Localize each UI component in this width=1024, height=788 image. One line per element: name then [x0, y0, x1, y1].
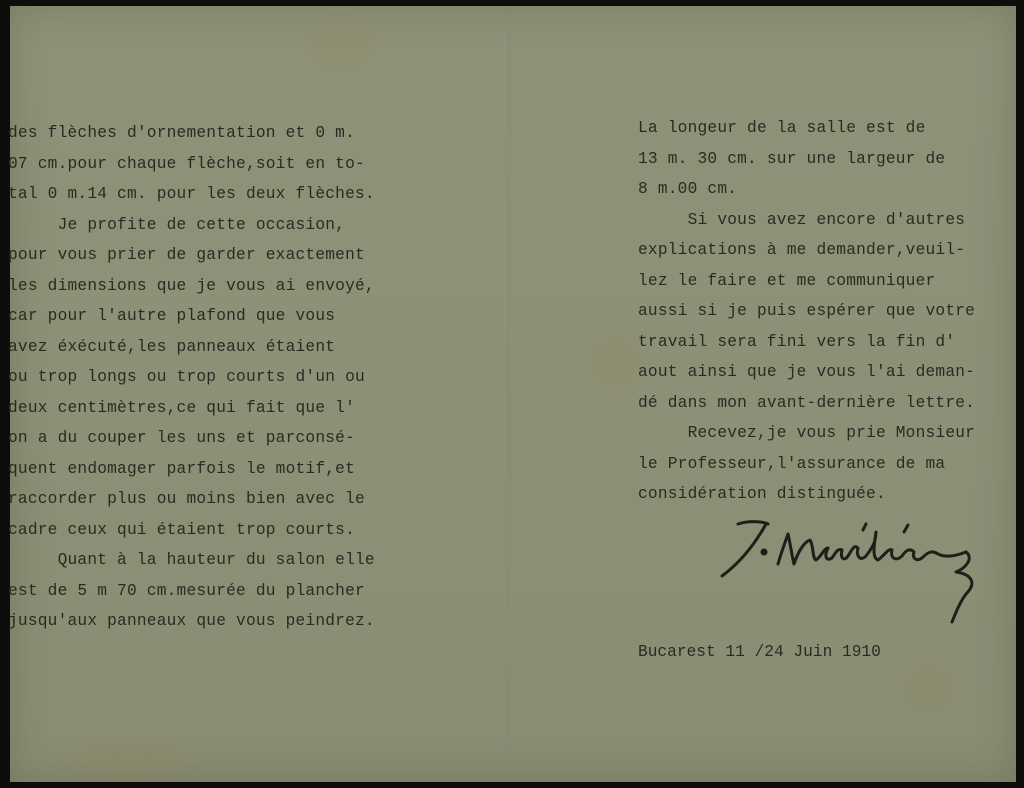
text-line: aussi si je puis espérer que votre: [638, 302, 976, 320]
text-line: avez éxécuté,les panneaux étaient: [8, 337, 336, 356]
right-page-text: [638, 113, 975, 510]
text-line: explications à me demander,veuil-: [638, 241, 966, 259]
left-page-text: [8, 118, 375, 637]
text-line: tal 0 m.14 cm. pour les deux flèches.: [8, 185, 375, 203]
text-line: Recevez,je vous prie Monsieur: [638, 424, 976, 442]
text-line: 8 m.00 cm.: [638, 180, 738, 198]
text-line: des flèches d'ornementation et 0 m.: [8, 124, 355, 142]
text-line: 07 cm.pour chaque flèche,soit en to-: [8, 154, 365, 173]
date-place-line: Bucarest 11 /24 Juin 1910: [638, 643, 881, 661]
text-line: car pour l'autre plafond que vous: [8, 307, 336, 325]
text-line: Je profite de cette occasion,: [8, 215, 346, 234]
text-line: considération distinguée.: [638, 485, 886, 503]
paper-stain: [910, 666, 950, 706]
text-line: raccorder plus ou moins bien avec le: [8, 490, 365, 508]
paper-stain: [70, 746, 190, 772]
text-line: La longeur de la salle est de: [638, 119, 926, 137]
text-line: Quant à la hauteur du salon elle: [8, 551, 375, 569]
text-line: ou trop longs ou trop courts d'un ou: [8, 368, 365, 386]
text-line: dé dans mon avant-dernière lettre.: [638, 393, 976, 412]
text-line: jusqu'aux panneaux que vous peindrez.: [8, 612, 375, 630]
paper-stain: [590, 336, 640, 386]
text-line: 13 m. 30 cm. sur une largeur de: [638, 149, 946, 168]
text-line: lez le faire et me communiquer: [638, 271, 936, 290]
paper-stain: [310, 26, 370, 66]
text-line: deux centimètres,ce qui fait que l': [8, 398, 355, 417]
center-fold: [508, 6, 511, 782]
text-line: les dimensions que je vous ai envoyé,: [8, 276, 375, 295]
text-line: Si vous avez encore d'autres: [638, 210, 966, 229]
text-line: on a du couper les uns et parconsé-: [8, 429, 355, 447]
text-line: aout ainsi que je vous l'ai deman-: [638, 363, 976, 381]
text-line: cadre ceux qui étaient trop courts.: [8, 520, 355, 539]
text-line: le Professeur,l'assurance de ma: [638, 454, 946, 473]
text-line: travail sera fini vers la fin d': [638, 332, 956, 351]
text-line: pour vous prier de garder exactement: [8, 246, 365, 264]
handwritten-signature: [716, 512, 1006, 632]
text-line: est de 5 m 70 cm.mesurée du plancher: [8, 581, 365, 600]
text-line: quent endomager parfois le motif,et: [8, 459, 355, 478]
